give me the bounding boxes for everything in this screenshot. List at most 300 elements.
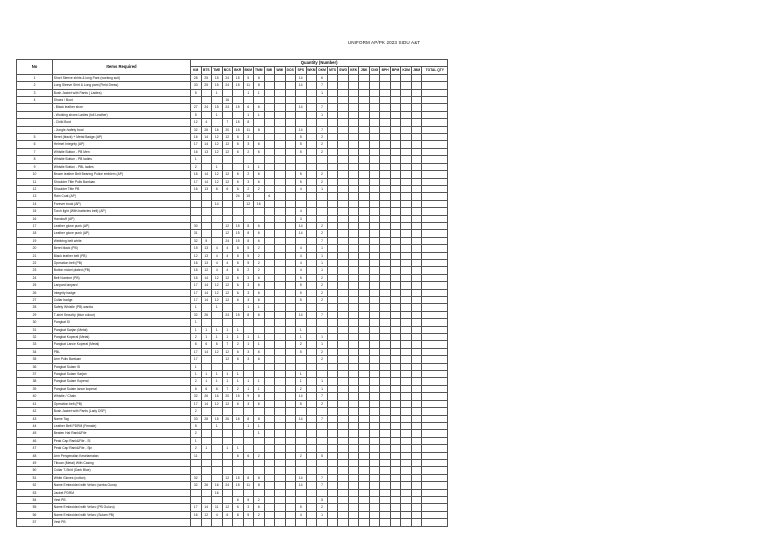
quantity-cell: 8 [243,230,254,237]
quantity-cell [243,459,254,466]
quantity-cell [264,74,275,81]
quantity-cell [275,289,286,296]
quantity-cell [369,267,380,274]
quantity-cell [327,171,338,178]
quantity-cell [338,474,349,481]
quantity-cell [212,156,223,163]
quantity-cell [254,519,265,526]
quantity-cell: 15 [233,222,244,229]
quantity-cell [327,326,338,333]
quantity-cell [327,363,338,370]
quantity-cell: 14 [296,126,307,133]
quantity-cell: 5 [296,134,307,141]
quantity-cell [359,467,370,474]
quantity-cell [380,378,391,385]
quantity-cell: 1 [243,304,254,311]
quantity-cell: 32 [191,482,202,489]
quantity-cell [275,334,286,341]
quantity-cell [317,459,328,466]
quantity-cell: 4 [222,267,233,274]
quantity-cell [222,193,233,200]
quantity-cell [380,519,391,526]
quantity-cell [401,311,412,318]
quantity-cell [411,504,422,511]
quantity-cell [359,148,370,155]
quantity-cell [285,185,296,192]
quantity-cell [390,134,401,141]
document-title: UNIFORM AP/PK 2023 SIDU A&T [347,40,421,45]
quantity-cell: 12 [222,230,233,237]
quantity-cell [359,245,370,252]
quantity-cell [422,148,448,155]
quantity-cell [422,274,448,281]
quantity-cell [306,259,317,266]
quantity-cell [264,126,275,133]
quantity-cell: 26 [201,393,212,400]
quantity-cell: 12 [222,282,233,289]
quantity-cell: 15 [233,482,244,489]
quantity-cell [380,119,391,126]
quantity-cell: 15 [233,119,244,126]
quantity-cell: 1 [191,156,202,163]
quantity-cell: 6 [254,356,265,363]
quantity-cell [338,215,349,222]
quantity-cell [264,489,275,496]
item-name: Whistle / Chain [53,393,191,400]
quantity-cell: 15 [212,82,223,89]
quantity-cell: 16 [191,171,202,178]
quantity-cell: 1 [296,334,307,341]
item-name: Short Sleeve shirts & long Pant (working suit) [53,74,191,81]
quantity-cell [275,230,286,237]
quantity-cell [401,334,412,341]
quantity-cell [275,519,286,526]
row-number: 54 [17,496,53,503]
quantity-cell [233,319,244,326]
quantity-cell [233,422,244,429]
quantity-cell [401,378,412,385]
quantity-cell [411,230,422,237]
quantity-cell: 6 [254,348,265,355]
quantity-cell [422,259,448,266]
column-header: BPM [391,68,400,73]
quantity-cell [306,200,317,207]
quantity-cell [317,467,328,474]
quantity-cell [380,171,391,178]
table-row [17,511,448,518]
quantity-cell [390,511,401,518]
quantity-cell [348,267,359,274]
quantity-cell [390,467,401,474]
quantity-cell [359,430,370,437]
quantity-cell: 2 [191,378,202,385]
quantity-cell: 2 [254,511,265,518]
quantity-cell [422,200,448,207]
quantity-cell: 2 [317,282,328,289]
column-header: SWG [339,68,348,73]
quantity-cell [327,104,338,111]
quantity-cell [348,496,359,503]
quantity-cell [285,156,296,163]
quantity-cell: 6 [254,297,265,304]
row-number: 6 [17,141,53,148]
quantity-cell [380,289,391,296]
quantity-cell: 30 [191,222,202,229]
item-name: Rain Coat (AP) [53,193,191,200]
quantity-cell [275,200,286,207]
quantity-cell [359,171,370,178]
quantity-cell [212,356,223,363]
quantity-cell: 1 [317,185,328,192]
quantity-cell [422,400,448,407]
quantity-cell [348,215,359,222]
quantity-cell [369,289,380,296]
quantity-cell [380,334,391,341]
quantity-cell [285,474,296,481]
quantity-cell [264,467,275,474]
row-number: 50 [17,467,53,474]
quantity-cell [264,215,275,222]
quantity-cell [275,378,286,385]
quantity-cell [327,371,338,378]
column-header: BKM [244,68,252,73]
quantity-cell [411,245,422,252]
row-number: 2 [17,82,53,89]
quantity-cell: 2 [296,341,307,348]
quantity-cell [264,519,275,526]
quantity-cell [380,237,391,244]
item-name: Pangkat Koperal (Metal) [53,334,191,341]
quantity-cell [296,200,307,207]
quantity-cell [380,467,391,474]
quantity-cell: 12 [212,134,223,141]
table-row [17,474,448,481]
quantity-cell: 14 [201,282,212,289]
quantity-cell [296,408,307,415]
quantity-cell: 3 [243,297,254,304]
row-number: 39 [17,385,53,392]
quantity-cell [390,163,401,170]
quantity-cell [285,511,296,518]
item-name: Pangkat Sarjan (Metal) [53,326,191,333]
quantity-cell: 20 [222,126,233,133]
quantity-cell [348,156,359,163]
quantity-cell [222,156,233,163]
quantity-cell: 15 [233,393,244,400]
quantity-cell [275,430,286,437]
quantity-cell [212,193,223,200]
quantity-cell [243,326,254,333]
quantity-cell [264,119,275,126]
quantity-cell [411,74,422,81]
quantity-cell [380,126,391,133]
quantity-cell [275,82,286,89]
quantity-cell [422,519,448,526]
quantity-cell [201,193,212,200]
quantity-cell: 15 [233,82,244,89]
quantity-cell: 12 [222,474,233,481]
item-name: Shoulder Title Polis Bantuan [53,178,191,185]
quantity-cell: 14 [296,311,307,318]
quantity-cell [212,459,223,466]
quantity-cell [380,304,391,311]
quantity-cell [264,259,275,266]
item-name: Beaten Hat Rank&File [53,430,191,437]
quantity-cell [243,408,254,415]
quantity-cell [212,97,223,104]
quantity-cell [327,408,338,415]
quantity-cell [401,430,412,437]
quantity-cell [411,334,422,341]
quantity-cell [243,319,254,326]
quantity-cell [222,452,233,459]
quantity-cell [390,171,401,178]
column-header: DKM [318,68,326,73]
quantity-cell: 6 [254,141,265,148]
quantity-cell [191,208,202,215]
quantity-cell [233,215,244,222]
quantity-cell: 6 [254,171,265,178]
quantity-cell [264,452,275,459]
quantity-cell [390,415,401,422]
quantity-cell [212,467,223,474]
quantity-cell [359,252,370,259]
quantity-cell [359,193,370,200]
quantity-cell [422,178,448,185]
quantity-cell [285,422,296,429]
item-name: Black leather belt (PB) [53,252,191,259]
quantity-cell: 8 [243,237,254,244]
quantity-cell: 14 [296,230,307,237]
quantity-cell [296,156,307,163]
quantity-cell [380,178,391,185]
quantity-cell [306,119,317,126]
quantity-cell [338,378,349,385]
quantity-cell [348,385,359,392]
quantity-cell: 12 [222,222,233,229]
quantity-cell [327,445,338,452]
quantity-cell [390,311,401,318]
row-number: 24 [17,274,53,281]
quantity-cell [401,393,412,400]
quantity-cell [327,319,338,326]
quantity-cell [317,437,328,444]
table-row [17,282,448,289]
quantity-cell [222,437,233,444]
quantity-cell: 6 [254,311,265,318]
quantity-cell [422,134,448,141]
quantity-cell [306,356,317,363]
quantity-cell: 6 [243,452,254,459]
quantity-cell [285,89,296,96]
quantity-cell: 2 [317,141,328,148]
quantity-cell [338,200,349,207]
quantity-cell [264,496,275,503]
item-name: Leather glove punk (AP) [53,230,191,237]
quantity-cell [327,385,338,392]
quantity-cell: 26 [201,482,212,489]
quantity-cell: 14 [296,474,307,481]
column-header: KEK [350,68,358,73]
row-number: 44 [17,422,53,429]
quantity-cell [390,193,401,200]
quantity-cell [317,304,328,311]
quantity-cell [348,134,359,141]
quantity-cell [390,400,401,407]
quantity-cell [306,104,317,111]
quantity-cell [222,519,233,526]
quantity-cell [348,341,359,348]
quantity-cell [306,519,317,526]
quantity-cell: 24 [222,482,233,489]
quantity-cell [275,452,286,459]
quantity-cell: 5 [243,496,254,503]
quantity-cell [390,297,401,304]
quantity-cell [411,415,422,422]
quantity-cell [233,304,244,311]
row-number: 18 [17,230,53,237]
quantity-cell [212,445,223,452]
quantity-cell [369,148,380,155]
row-number: 35 [17,356,53,363]
item-name: Beret (black) + Metal Badge (AP) [53,134,191,141]
quantity-cell: 6 [222,185,233,192]
quantity-cell [348,171,359,178]
quantity-cell [390,430,401,437]
quantity-cell [306,459,317,466]
quantity-cell [254,408,265,415]
quantity-cell [338,134,349,141]
quantity-cell [390,504,401,511]
quantity-cell [422,237,448,244]
quantity-cell: 4 [222,252,233,259]
column-header: BPH [381,68,389,73]
quantity-cell [212,408,223,415]
quantity-cell [338,430,349,437]
quantity-cell [380,504,391,511]
quantity-cell [411,378,422,385]
quantity-cell [317,408,328,415]
item-name: Pangkat SI [53,319,191,326]
quantity-cell [212,119,223,126]
quantity-cell [380,408,391,415]
quantity-cell [348,334,359,341]
quantity-cell [285,171,296,178]
quantity-cell [369,400,380,407]
table-row [17,504,448,511]
quantity-cell [390,148,401,155]
quantity-cell [390,200,401,207]
quantity-cell: 17 [191,356,202,363]
quantity-cell [275,422,286,429]
quantity-cell: 2 [254,267,265,274]
quantity-cell [359,297,370,304]
quantity-cell: 6 [254,504,265,511]
quantity-cell [359,437,370,444]
quantity-cell: 2 [317,171,328,178]
quantity-cell [296,437,307,444]
row-number: 11 [17,178,53,185]
quantity-cell: 3 [243,504,254,511]
quantity-cell [264,437,275,444]
quantity-cell: 7 [317,237,328,244]
quantity-cell: 1 [254,334,265,341]
quantity-cell [285,230,296,237]
quantity-cell [275,326,286,333]
quantity-cell: 6 [233,282,244,289]
quantity-cell [275,163,286,170]
quantity-cell: 16 [222,97,233,104]
quantity-cell [233,163,244,170]
quantity-cell: 9 [243,393,254,400]
quantity-cell [222,422,233,429]
quantity-cell [275,504,286,511]
quantity-cell: 13 [201,252,212,259]
quantity-cell: 12 [222,400,233,407]
quantity-cell [201,430,212,437]
quantity-cell [201,356,212,363]
quantity-cell [380,326,391,333]
quantity-cell [222,489,233,496]
quantity-cell: 6 [191,385,202,392]
quantity-cell [348,200,359,207]
quantity-cell [201,489,212,496]
quantity-cell [359,393,370,400]
quantity-cell [306,171,317,178]
quantity-cell [264,252,275,259]
quantity-cell [212,237,223,244]
quantity-cell: 12 [212,178,223,185]
quantity-cell [401,511,412,518]
quantity-cell: 6 [233,148,244,155]
quantity-cell [212,519,223,526]
quantity-cell [212,430,223,437]
quantity-cell: 6 [222,511,233,518]
quantity-cell [254,97,265,104]
quantity-cell [338,259,349,266]
item-name: Helmet Integrity (AP) [53,141,191,148]
quantity-cell [369,245,380,252]
quantity-cell: 7 [317,104,328,111]
quantity-cell: 1 [254,304,265,311]
quantity-cell [401,267,412,274]
quantity-cell [401,104,412,111]
quantity-cell [285,467,296,474]
table-row [17,422,448,429]
quantity-cell [369,378,380,385]
quantity-cell [348,430,359,437]
item-name: Name Embroided with Velcro (PB Guluru) [53,504,191,511]
quantity-cell [369,134,380,141]
quantity-cell [411,363,422,370]
quantity-cell [233,489,244,496]
table-row [17,430,448,437]
quantity-cell [390,252,401,259]
item-name: Arm Pengenalan Keselamatan [53,452,191,459]
quantity-cell [390,111,401,118]
quantity-cell [422,156,448,163]
quantity-cell [306,437,317,444]
quantity-cell [390,230,401,237]
quantity-cell [306,274,317,281]
quantity-cell: 2 [317,134,328,141]
quantity-cell [348,297,359,304]
quantity-cell [275,193,286,200]
quantity-cell [390,482,401,489]
quantity-cell: 16 [212,482,223,489]
quantity-cell [327,119,338,126]
item-name: Pangkat Sulam lance koperal [53,385,191,392]
